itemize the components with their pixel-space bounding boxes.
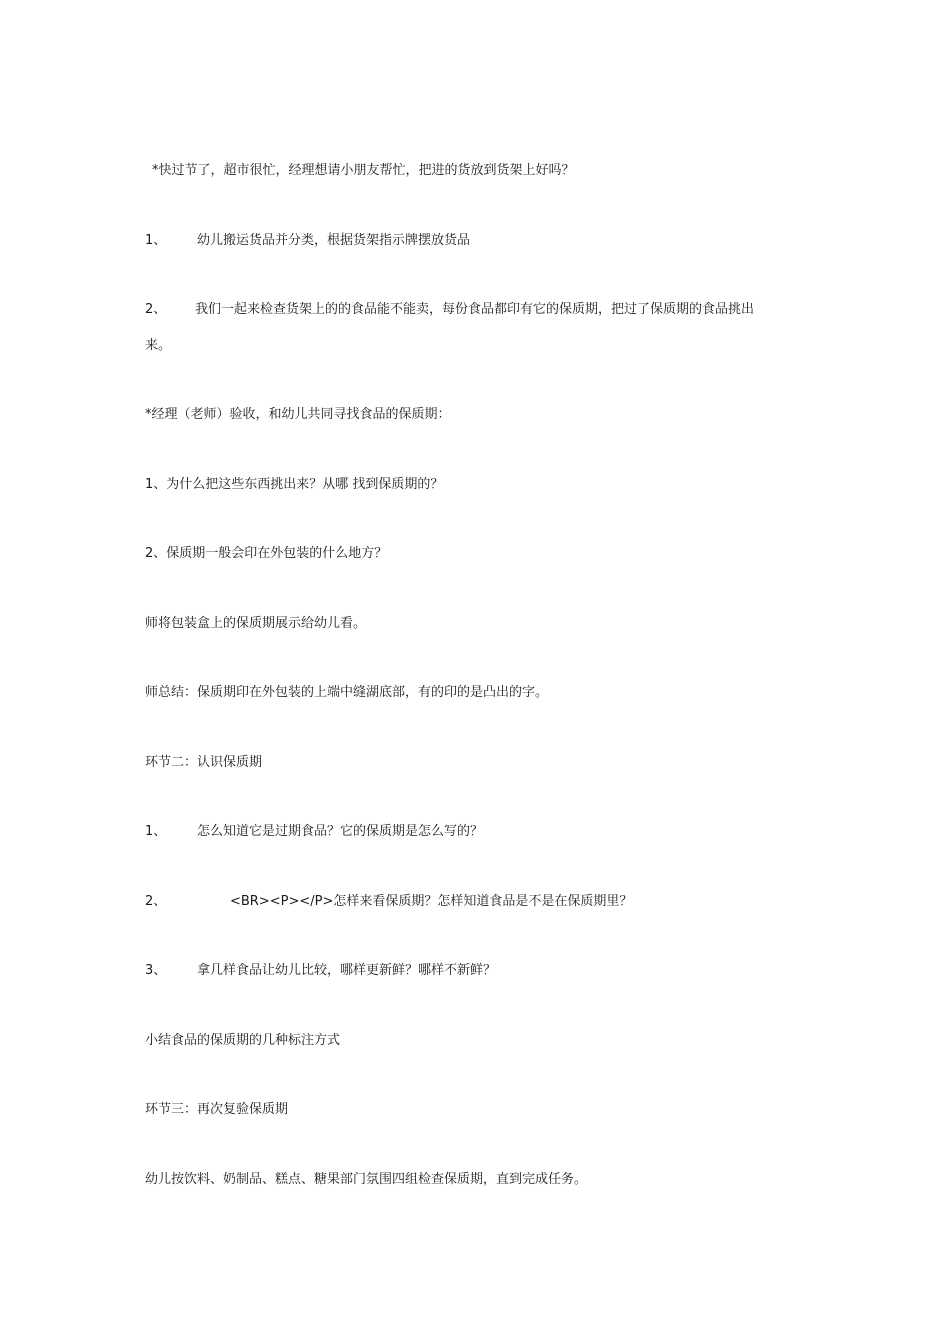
section-2-item-2-number: 2、: [145, 894, 167, 909]
question-1: 1、为什么把这些东西挑出来？从哪 找到保质期的？: [145, 477, 444, 492]
section-2-item-3: [145, 962, 496, 980]
section-2-title: 环节二：认识保质期: [145, 755, 263, 770]
section-2-item-1-number: 1、: [145, 824, 167, 839]
section-2-item-3-number: 3、: [145, 963, 167, 978]
question-2: 2、保质期一般会印在外包装的什么地方？: [145, 546, 388, 561]
step-2-number: 2、: [145, 302, 167, 317]
section-2-item-2: [145, 893, 632, 911]
manager-check-paragraph: *经理（老师）验收，和幼儿共同寻找食品的保质期：: [145, 407, 451, 422]
step-1-number: 1、: [145, 233, 167, 248]
summary-marks-paragraph: 小结食品的保质期的几种标注方式: [145, 1033, 341, 1048]
section-2-item-1-text: 怎么知道它是过期食品？它的保质期是怎么写的？: [197, 824, 484, 839]
section-2-item-3-text: 拿几样食品让幼儿比较，哪样更新鲜？哪样不新鲜？: [197, 963, 497, 978]
step-2: [145, 301, 754, 319]
section-2-item-1: [145, 823, 483, 841]
final-task-paragraph: 幼儿按饮料、奶制品、糕点、糖果部门氛围四组检查保质期，直到完成任务。: [145, 1172, 588, 1187]
teacher-show-paragraph: 师将包装盒上的保质期展示给幼儿看。: [145, 616, 367, 631]
step-1-text: 幼儿搬运货品并分类，根据货架指示牌摆放货品: [197, 233, 471, 248]
section-3-title: 环节三：再次复验保质期: [145, 1102, 289, 1117]
teacher-summary-paragraph: 师总结：保质期印在外包装的上端中缝湖底部，有的印的是凸出的字。: [145, 685, 549, 700]
step-2-text: 我们一起来检查货架上的的食品能不能卖，每份食品都印有它的保质期，把过了保质期的食品挑出: [195, 302, 755, 317]
intro-paragraph: *快过节了，超市很忙，经理想请小朋友帮忙，把进的货放到货架上好吗？: [152, 163, 575, 178]
step-1: [145, 232, 470, 250]
section-2-item-2-text: <BR><P></P>怎样来看保质期？怎样知道食品是不是在保质期里？: [230, 894, 633, 909]
step-2-continuation: 来。: [145, 338, 172, 353]
